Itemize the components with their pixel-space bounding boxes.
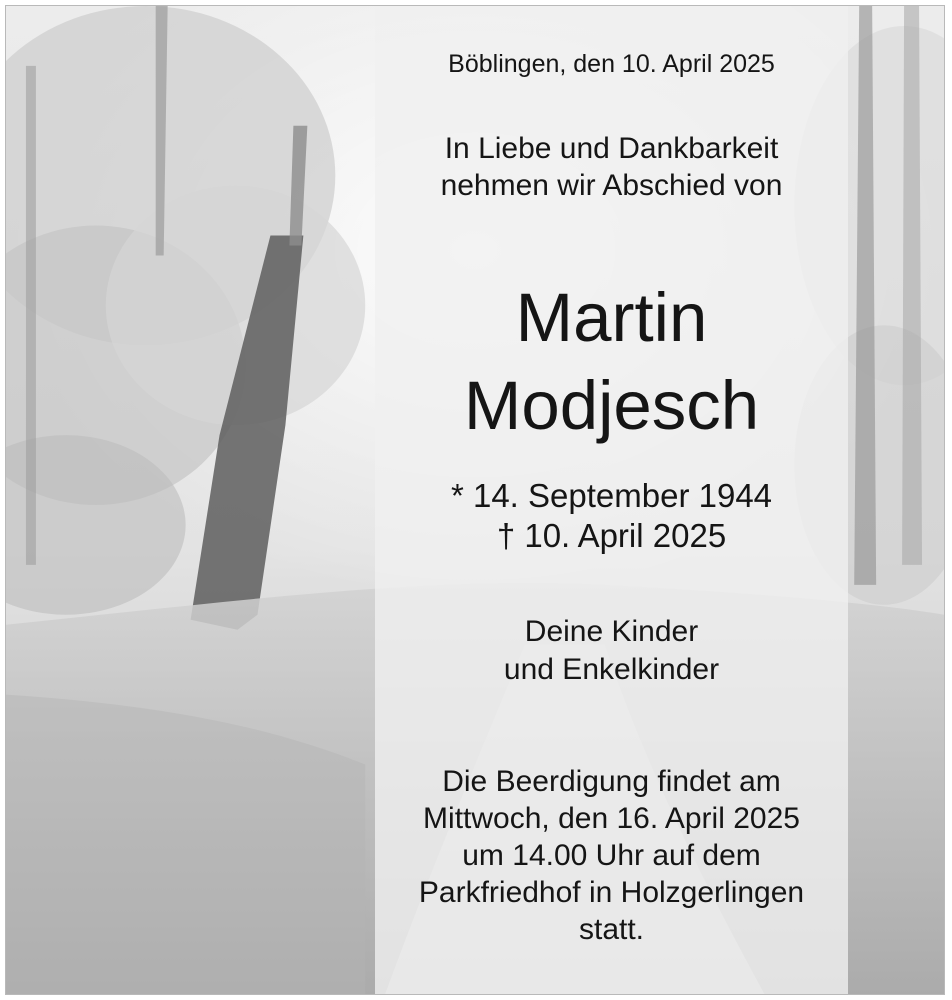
mourners-line: und Enkelkinder: [503, 653, 720, 686]
intro-text: [375, 130, 848, 204]
life-dates: [375, 476, 848, 556]
first-name: Martin: [515, 279, 708, 356]
text-panel: [375, 6, 848, 995]
place-and-date: [375, 48, 848, 80]
funeral-line: Parkfriedhof in Holzgerlingen: [418, 876, 805, 909]
funeral-info: [375, 763, 848, 948]
funeral-line: um 14.00 Uhr auf dem: [462, 839, 761, 872]
funeral-line: Die Beerdigung findet am: [442, 765, 781, 798]
death-date: † 10. April 2025: [496, 517, 727, 554]
funeral-line: statt.: [578, 913, 645, 946]
last-name: Modjesch: [463, 367, 760, 444]
intro-line: nehmen wir Abschied von: [440, 169, 783, 202]
obituary-notice: [5, 5, 945, 995]
funeral-line: Mittwoch, den 16. April 2025: [423, 802, 800, 835]
place-date-line: Böblingen, den 10. April 2025: [448, 50, 775, 78]
mourners: [375, 613, 848, 689]
birth-date: * 14. September 1944: [450, 477, 773, 514]
mourners-line: Deine Kinder: [524, 615, 699, 648]
deceased-name: [375, 274, 848, 450]
intro-line: In Liebe und Dankbarkeit: [444, 132, 779, 165]
